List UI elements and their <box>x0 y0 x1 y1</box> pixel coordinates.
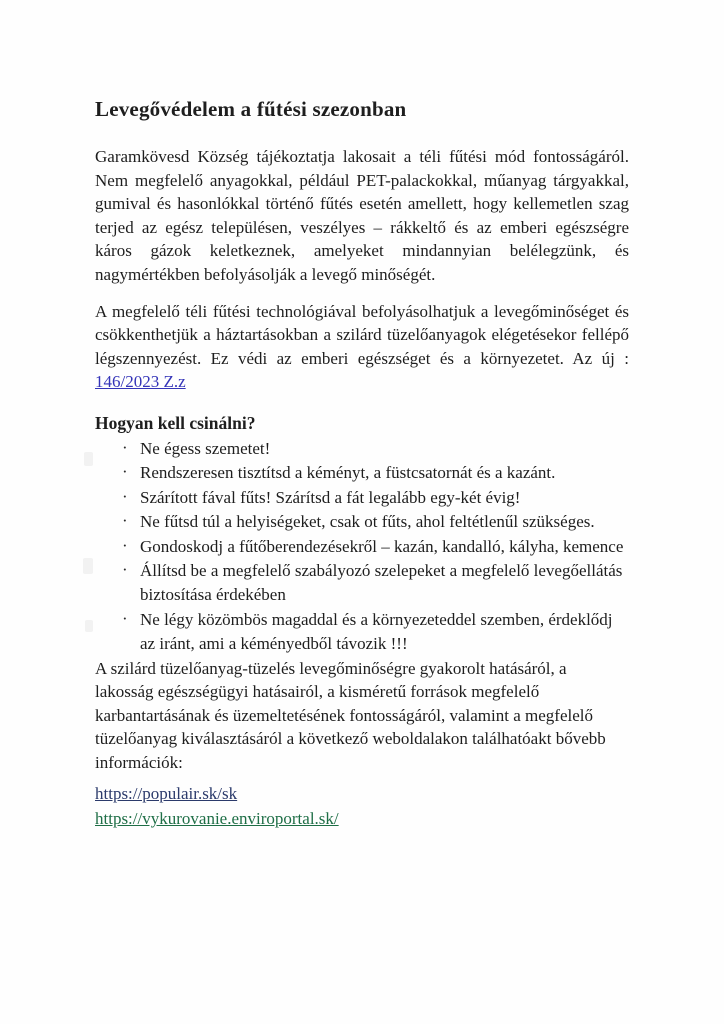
intro-paragraph: Garamkövesd Község tájékoztatja lakosait a téli fűtési mód fontosságáról. Nem megfelelő anyagokkal, például PET-palackokkal, műanyag tárgyakkal, gumival és hasonlókkal történő fűtés esetén amellett, hogy kellemetlen szag terjed az egész településen, veszélyes – rákkeltő és az emberi egészségre káros gázok keletkeznek, amelyeket mindannyian belélegzünk, és nagymértékben befolyásolják a levegő minőségét. <box>95 147 629 284</box>
bullet-icon: · <box>122 535 128 555</box>
technology-paragraph-text: A megfelelő téli fűtési technológiával befolyásolhatjuk a levegőminőséget és csökkenthetjük a háztartásokban a szilárd tüzelőanyagok elégetésekor fellépő légszennyezést. Ez védi az emberi egészséget és a környezetet. Az új : <box>95 301 629 368</box>
scan-smudge <box>83 558 93 574</box>
bullet-icon: · <box>122 486 128 506</box>
list-item <box>122 461 629 485</box>
list-item-text: Ne égess szemetet! <box>140 438 271 458</box>
list-item <box>122 437 629 461</box>
list-item <box>122 608 629 657</box>
technology-paragraph <box>95 300 629 394</box>
bullet-icon: · <box>122 559 128 579</box>
list-item <box>122 535 629 559</box>
list-item-text: Szárított fával fűts! Szárítsd a fát legalább egy-két évig! <box>140 487 521 507</box>
bullet-icon: · <box>122 437 128 457</box>
list-item-text: Ne légy közömbös magaddal és a környezeteddel szemben, érdeklődj az iránt, ami a kéményedből távozik !!! <box>140 609 613 654</box>
list-item-text: Állítsd be a megfelelő szabályozó szelepeket a megfelelő levegőellátás biztosítása érdekében <box>140 560 623 605</box>
scan-smudge <box>85 620 93 632</box>
howto-list <box>95 437 629 657</box>
list-item-text: Rendszeresen tisztítsd a kéményt, a füstcsatornát és a kazánt. <box>140 463 556 483</box>
list-item <box>122 510 629 534</box>
howto-heading: Hogyan kell csinálni? <box>95 412 256 433</box>
bullet-icon: · <box>122 511 128 531</box>
info-paragraph: A szilárd tüzelőanyag-tüzelés levegőminőségre gyakorolt hatásáról, a lakosság egészségügyi hatásairól, a kisméretű források megfelelő karbantartásának és üzemeltetésének fontosságáról, valamint a megfelelő tüzelőanyag kiválasztásáról a következő weboldalakon találhatóakt bővebb információk: <box>95 658 606 772</box>
law-link[interactable]: 146/2023 Z.z <box>95 372 186 392</box>
list-item <box>122 486 629 510</box>
bullet-icon: · <box>122 608 128 628</box>
list-item <box>122 559 629 608</box>
scan-smudge <box>84 452 93 466</box>
weblink-0[interactable]: https://populair.sk/sk <box>95 783 238 803</box>
list-item-text: Ne fűtsd túl a helyiségeket, csak ot fűts, ahol feltétlenűl szükséges. <box>140 512 595 532</box>
weblinks-block <box>95 781 629 832</box>
bullet-icon: · <box>122 462 128 482</box>
page-title: Levegővédelem a fűtési szezonban <box>95 97 407 121</box>
weblink-1[interactable]: https://vykurovanie.enviroportal.sk/ <box>95 809 339 829</box>
list-item-text: Gondoskodj a fűtőberendezésekről – kazán, kandalló, kályha, kemence <box>140 536 624 556</box>
